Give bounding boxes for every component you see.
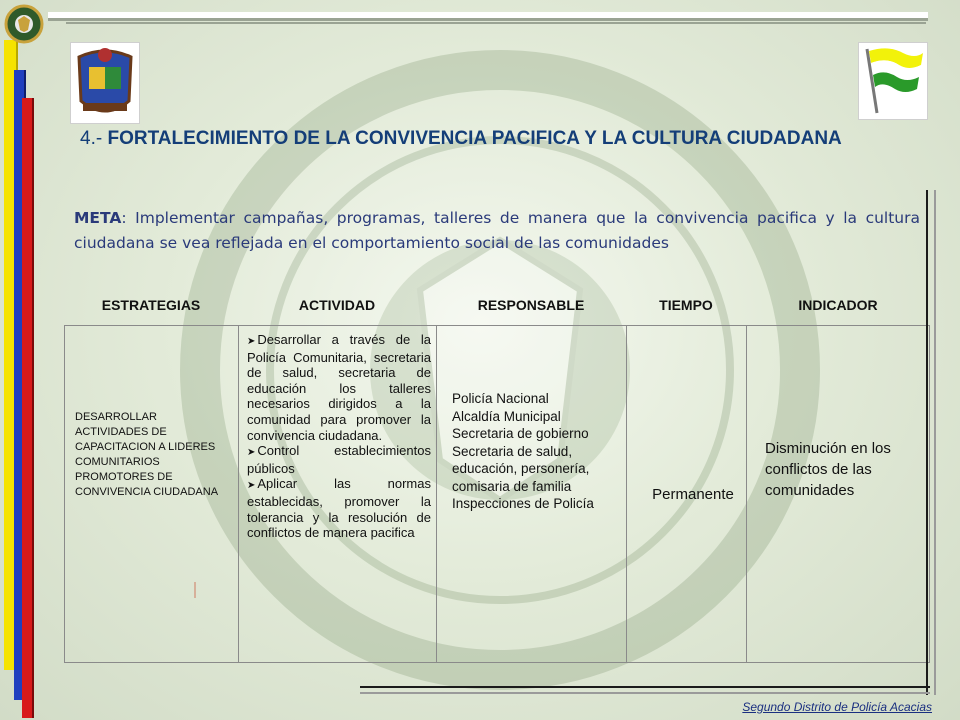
responsable-line: Inspecciones de Policía <box>452 496 594 511</box>
meta-statement <box>74 206 920 256</box>
police-badge-icon <box>4 4 44 44</box>
meta-flag-icon <box>858 42 928 120</box>
header-tiempo: TIEMPO <box>659 297 713 313</box>
indicador-cell: Disminución en los conflictos de las comunidades <box>765 440 891 499</box>
responsable-line: Alcaldía Municipal <box>452 408 561 424</box>
table-row <box>64 325 930 663</box>
responsable-line: Secretaria de gobierno <box>452 426 589 441</box>
footer-district: Segundo Distrito de Policía Acacias <box>742 700 932 714</box>
page-title <box>80 126 910 152</box>
header-indicador: INDICADOR <box>798 297 878 313</box>
header-rule-thin <box>66 22 926 24</box>
flag-stripe-red <box>22 98 34 718</box>
list-item <box>247 443 431 476</box>
frame-right-border <box>926 190 936 695</box>
title-text: FORTALECIMIENTO DE LA CONVIVENCIA PACIFICA Y LA CULTURA CIUDADANA <box>107 128 842 149</box>
column-divider <box>746 325 747 663</box>
tiempo-cell: Permanente <box>652 485 734 503</box>
responsable-line: Secretaria de salud, educación, personería, comisaria de familia <box>452 443 590 494</box>
activity-text: Aplicar las normas establecidas, promover la tolerancia y la resolución de conflictos de manera pacifica <box>247 476 431 541</box>
header-estrategias: ESTRATEGIAS <box>101 297 201 313</box>
list-item <box>247 476 431 540</box>
title-number: 4.- <box>80 128 103 149</box>
responsable-line: Policía Nacional <box>452 391 549 406</box>
decorative-mark <box>194 582 196 598</box>
responsable-cell <box>437 326 627 662</box>
header-actividad: ACTIVIDAD <box>298 297 376 313</box>
activity-text: Control establecimientos públicos <box>247 443 431 476</box>
arrow-bullet-icon: ➤ <box>247 447 256 459</box>
activity-cell <box>239 326 437 662</box>
strategy-cell: DESARROLLAR ACTIVIDADES DE CAPACITACION A LIDERES COMUNITARIOS PROMOTORES DE CONVIVENCIA CIUDADANA <box>75 411 219 498</box>
acacias-coat-of-arms <box>70 42 140 124</box>
header-rule <box>48 12 928 21</box>
arrow-bullet-icon: ➤ <box>247 336 256 347</box>
table-header-row <box>64 285 930 325</box>
activity-list <box>247 332 431 541</box>
activity-text: Desarrollar a través de la Policía Comunitaria, secretaria de salud, secretaria de educación los talleres necesarios dirigidos a la comunidad para promover la convivencia ciudadana. <box>247 332 431 443</box>
header-responsable: RESPONSABLE <box>477 297 585 313</box>
column-divider <box>626 325 627 663</box>
arrow-bullet-icon: ➤ <box>247 480 256 492</box>
meta-text: : Implementar campañas, programas, talleres de manera que la convivencia pacifica y la cultura ciudadana se vea reflejada en el comportamiento social de las comunidades <box>74 209 920 252</box>
column-divider <box>436 325 437 663</box>
column-divider <box>238 325 239 663</box>
list-item <box>247 332 431 443</box>
strategy-table <box>64 285 930 663</box>
meta-label: META <box>74 209 122 227</box>
frame-bottom-border <box>360 686 930 694</box>
